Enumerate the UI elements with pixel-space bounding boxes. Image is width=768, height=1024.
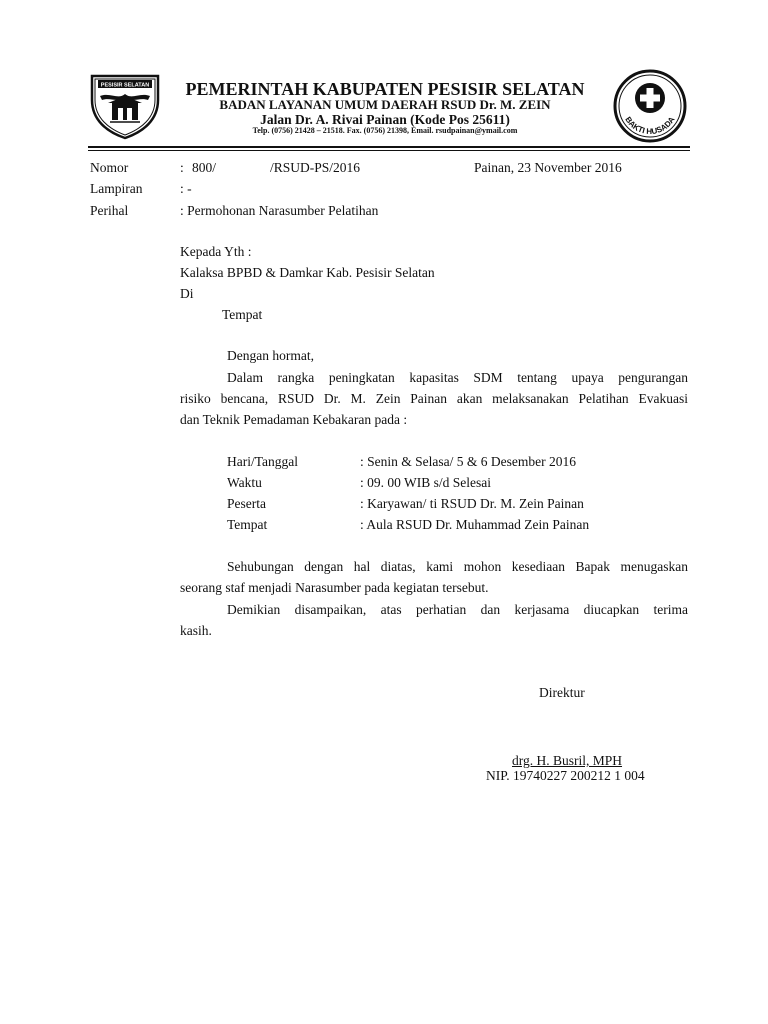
paragraph-2-line-2: seorang staf menjadi Narasumber pada kegiatan tersebut. bbox=[180, 580, 489, 595]
detail-value-date: : Senin & Selasa/ 5 & 6 Desember 2016 bbox=[360, 454, 576, 469]
paragraph-3-line-2: kasih. bbox=[180, 623, 212, 638]
signatory-nip: NIP. 19740227 200212 1 004 bbox=[486, 768, 645, 783]
letterhead-government: PEMERINTAH KABUPATEN PESISIR SELATAN bbox=[185, 79, 585, 99]
place-date: Painan, 23 November 2016 bbox=[474, 160, 622, 175]
letterhead-divider bbox=[88, 146, 690, 148]
paragraph-1-line-3: dan Teknik Pemadaman Kebakaran pada : bbox=[180, 412, 408, 427]
detail-value-time: : 09. 00 WIB s/d Selesai bbox=[360, 475, 491, 490]
paragraph-1-line-1: Dalam rangka peningkatan kapasitas SDM tentang upaya pengurangan bbox=[227, 370, 688, 385]
detail-label-time: Waktu bbox=[227, 475, 262, 490]
paragraph-1-line-2: risiko bencana, RSUD Dr. M. Zein Painan akan melaksanakan Pelatihan Evakuasi bbox=[180, 391, 688, 406]
signatory-name: drg. H. Busril, MPH bbox=[512, 753, 623, 768]
detail-label-date: Hari/Tanggal bbox=[227, 454, 299, 469]
nomor-label: Nomor bbox=[90, 160, 129, 175]
nomor-value-suffix: /RSUD-PS/2016 bbox=[270, 160, 361, 175]
perihal-value: : Permohonan Narasumber Pelatihan bbox=[180, 203, 379, 218]
detail-value-venue: : Aula RSUD Dr. Muhammad Zein Painan bbox=[360, 517, 590, 532]
nomor-value-prefix: 800/ bbox=[192, 160, 217, 175]
letterhead-address: Jalan Dr. A. Rivai Painan (Kode Pos 25611) bbox=[260, 112, 510, 127]
letterhead-hospital: BADAN LAYANAN UMUM DAERAH RSUD Dr. M. ZEIN bbox=[219, 97, 551, 112]
perihal-label: Perihal bbox=[90, 203, 129, 218]
recipient-di: Di bbox=[180, 286, 194, 301]
recipient-place: Tempat bbox=[222, 307, 263, 322]
paragraph-2-line-1: Sehubungan dengan hal diatas, kami mohon kesediaan Bapak menugaskan bbox=[227, 559, 688, 574]
letterhead-contact: Telp. (0756) 21428 – 21518. Fax. (0756) 21398, Email. rsudpainan@ymail.com bbox=[252, 126, 518, 135]
greeting: Dengan hormat, bbox=[227, 348, 314, 363]
letterhead-divider-thin bbox=[88, 150, 690, 151]
detail-value-participants: : Karyawan/ ti RSUD Dr. M. Zein Painan bbox=[360, 496, 584, 511]
recipient-name: Kalaksa BPBD & Damkar Kab. Pesisir Selatan bbox=[180, 265, 435, 280]
logo-lettering: BAKTI HUSADA bbox=[623, 115, 677, 137]
signatory-title: Direktur bbox=[539, 685, 585, 700]
detail-label-participants: Peserta bbox=[227, 496, 266, 511]
nomor-colon: : bbox=[180, 160, 184, 175]
bakti-husada-logo-icon bbox=[612, 68, 688, 144]
lampiran-label: Lampiran bbox=[90, 181, 143, 196]
pesisir-selatan-emblem-icon bbox=[88, 70, 162, 140]
emblem-lettering: PESISIR SELATAN bbox=[100, 82, 150, 89]
paragraph-3-line-1: Demikian disampaikan, atas perhatian dan kerjasama diucapkan terima bbox=[227, 602, 688, 617]
lampiran-value: : - bbox=[180, 181, 192, 196]
detail-label-venue: Tempat bbox=[227, 517, 268, 532]
recipient-salutation: Kepada Yth : bbox=[180, 244, 252, 259]
